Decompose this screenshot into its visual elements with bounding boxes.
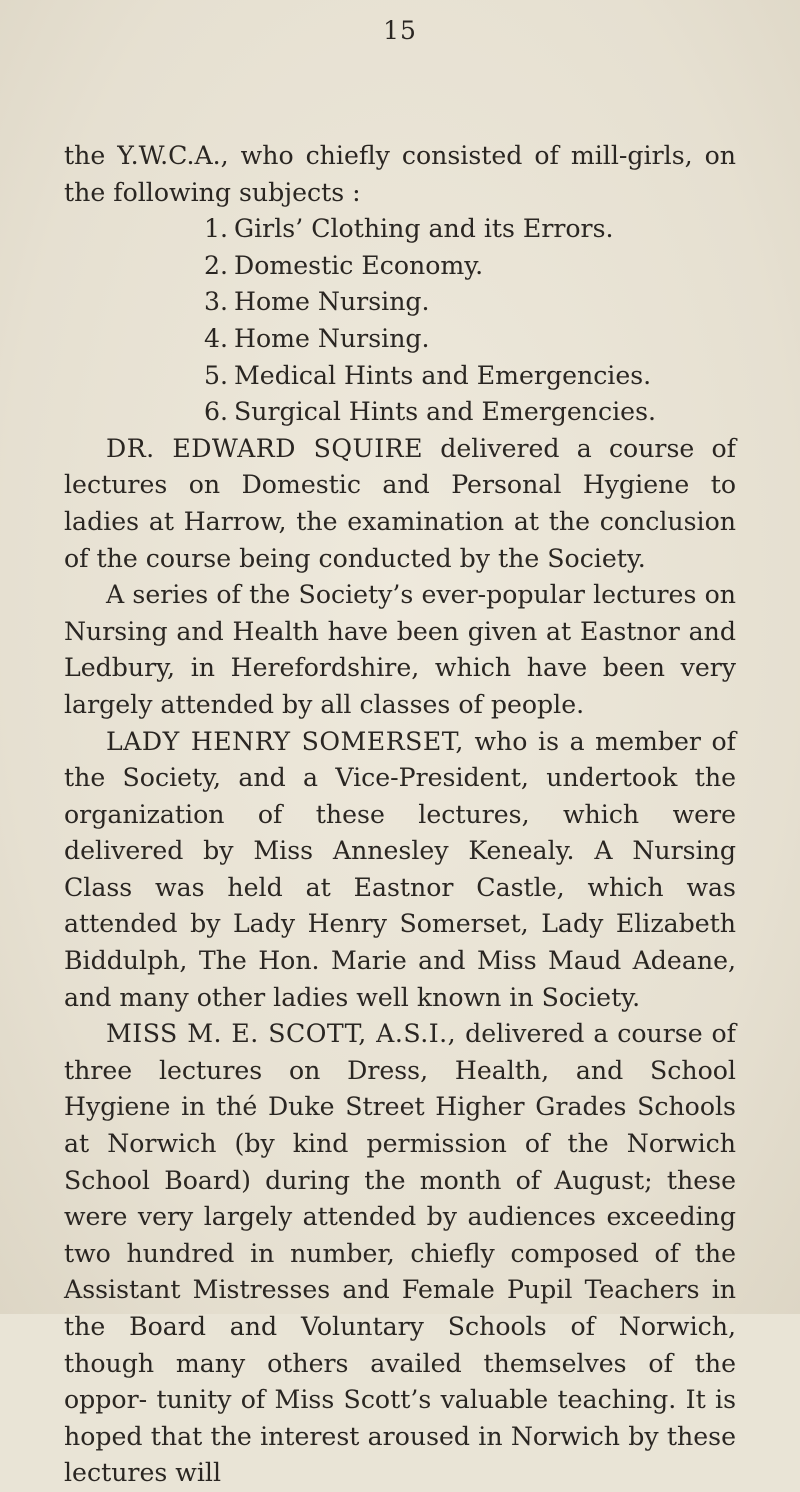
list-item: [204, 248, 736, 285]
paragraph-body: delivered a course of three lectures on Dress, Health, and School Hygiene in thé Duke Street Higher Grades Schools at Norwich (by kind permission of the Norwich School Board) during the month of August; these were very largely attended by audiences exceeding two hundred in number, chiefly composed of the Assistant Mistresses and Female Pupil Teachers in the Board and Voluntary Schools of Norwich, though many others availed themselves of the oppor- tunity of Miss Scott’s valuable teaching. It is hoped that the interest aroused in Norwich by these lectures will: [64, 1019, 736, 1488]
paragraph-lead: DR. EDWARD SQUIRE: [106, 433, 424, 463]
list-number: 3.: [204, 287, 229, 317]
paragraph-lead: MISS M. E. SCOTT, A.S.I.,: [106, 1019, 457, 1049]
list-text: Home Nursing.: [234, 287, 430, 317]
list-text: Home Nursing.: [234, 323, 430, 353]
paragraph-body: who is a member of the Society, and a Vice-President, undertook the organization of these lectures, which were delivered by Miss Annesley Kenealy. A Nursing Class was held at Eastnor Castle, which was attended by Lady Henry Somerset, Lady Elizabeth Biddulph, The Hon. Marie and Miss Maud Adeane, and many other ladies well known in Society.: [64, 726, 736, 1012]
paragraph-body: A series of the Society’s ever-popular lectures on Nursing and Health have been given at Eastnor and Ledbury, in Herefordshire, which have been very largely attended by all classes of people.: [64, 580, 736, 719]
list-number: 1.: [204, 214, 229, 244]
list-item: [204, 394, 736, 431]
list-text: Medical Hints and Emergencies.: [234, 360, 652, 390]
list-number: 2.: [204, 250, 229, 280]
paragraph-body: delivered a course of lectures on Domestic and Personal Hygiene to ladies at Harrow, the examination at the conclusion of the course being conducted by the Society.: [64, 433, 736, 573]
list-text: Girls’ Clothing and its Errors.: [234, 214, 614, 244]
list-item: [204, 284, 736, 321]
paragraph-scott: [64, 1016, 736, 1492]
paragraph-series: [64, 577, 736, 723]
list-item: [204, 321, 736, 358]
intro-paragraph: the Y.W.C.A., who chiefly consisted of mill-girls, on the following subjects :: [64, 141, 736, 207]
list-item: [204, 358, 736, 395]
list-number: 4.: [204, 323, 229, 353]
list-text: Surgical Hints and Emergencies.: [234, 397, 657, 427]
list-item: [204, 211, 736, 248]
list-number: 5.: [204, 360, 229, 390]
list-text: Domestic Economy.: [234, 250, 484, 280]
page-text: [64, 138, 736, 1492]
paragraph-squire: [64, 431, 736, 577]
list-number: 6.: [204, 397, 229, 427]
paragraph-somerset: [64, 724, 736, 1017]
subjects-list: [64, 211, 736, 431]
page-number: 15: [383, 16, 417, 45]
paragraph-lead: LADY HENRY SOMERSET,: [106, 726, 464, 756]
